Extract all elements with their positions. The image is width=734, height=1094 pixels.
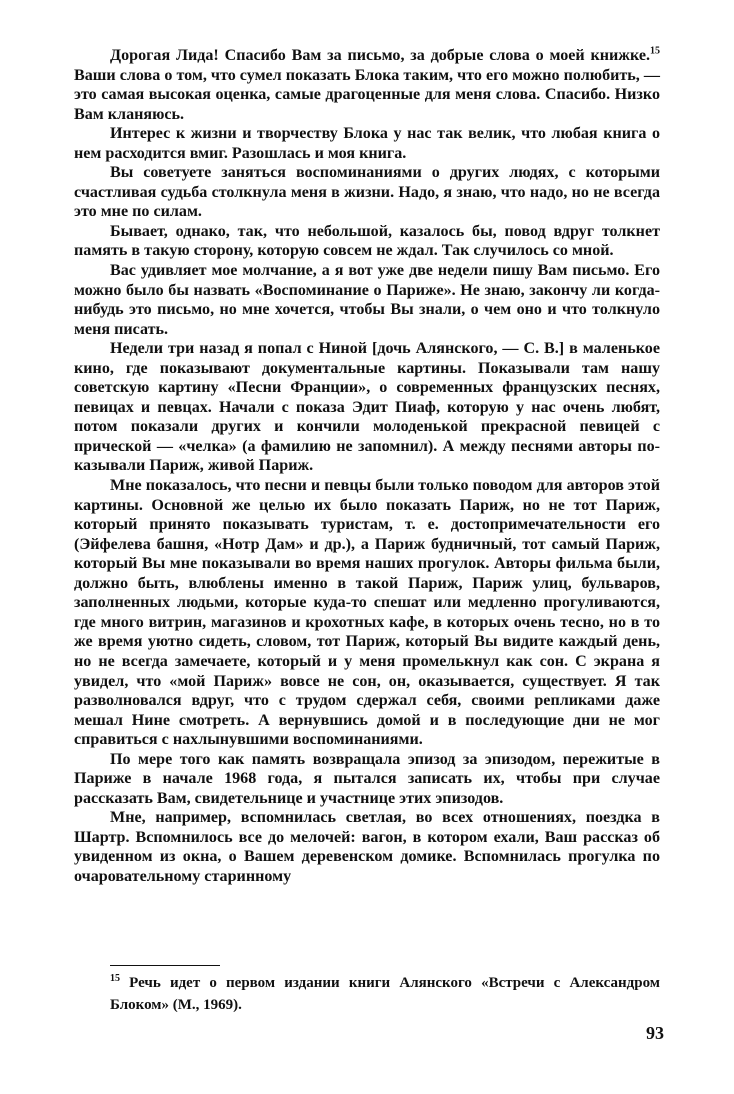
paragraph: По мере того как память возвращала эпизод за эпизодом, пережитые в Париже в начале 1968 года, я пытался записать их, чтобы при случае рассказать Вам, свидетельнице и участнице этих эпизодов. (74, 750, 660, 807)
paragraph: Дорогая Лида! Спасибо Вам за письмо, за добрые слова о моей книжке.$^{15}$ Ваши слова о том, что сумел показать Блока таким, что его можно полюбить, — это самая высокая оценка, самые драгоценные для меня слова. Спасибо. Низко Вам кланяюсь. (74, 45, 660, 123)
main-text (74, 46, 660, 887)
paragraph: Вас удивляет мое молчание, а я вот уже две недели пишу Вам письмо. Его можно было бы назвать «Воспоминание о Париже». Не знаю, закончу ли когда-нибудь это письмо, но мне хочется, чтобы Вы знали, о чем оно и что толкнуло меня писать. (74, 262, 660, 338)
footnote-marker: 15 (650, 45, 660, 57)
paragraph: Мне показалось, что песни и певцы были только поводом для авторов этой картины. Основной же целью их было показать Париж, но не тот Париж, который принято показывать туристам, т. е. достопримечательности его (Эйфелева башня, «Нотр Дам» и др.), а Париж будничный, тот самый Париж, который Вы мне показывали во время наших прогулок. Авторы фильма были, должно быть, влюблены именно в такой Париж, Париж улиц, бульваров, заполненных людьми, которые куда-то спешат или медленно прогуливаются, где много витрин, магазинов и крохотных кафе, в которых очень тесно, но в то же время уютно сидеть, словом, тот Париж, который Вы видите каждый день, но не всегда замечаете, который и у меня промелькнул как сон. С экрана я увидел, что «мой Париж» вовсе не сон, он, оказывается, существует. Я так разволновался вдруг, что с трудом сдержал себя, своими репликами даже мешал Нине смотреть. А вернувшись домой и в последующие дни не мог справиться с нахлынувшими воспоминаниями. (74, 477, 660, 749)
footnote-number: 15 (110, 973, 120, 984)
paragraph: Бывает, однако, так, что небольшой, казалось бы, повод вдруг толкнет память в такую сторону, которую совсем не ждал. Так случилось со мной. (74, 222, 660, 260)
footnote (110, 972, 660, 1016)
paragraph: Недели три назад я попал с Ниной [дочь Алянского, — С. В.] в маленькое кино, где показывают документальные картины. Показывали там нашу советскую картину «Песни Франции», о современных французских песнях, певицах и певцах. Начали с показа Эдит Пиаф, которую у нас очень любят, потом показали других и кончили молоденькой прекрасной певицей с прической — «челка» (а фамилию не запомнил). А между песнями авторы показывали Париж, живой Париж. (74, 340, 660, 475)
paragraph: Интерес к жизни и творчеству Блока у нас так велик, что любая книга о нем расходится вмиг. Разошлась и моя книга. (74, 125, 660, 162)
page-number: 93 (646, 1023, 664, 1043)
footnote-divider (110, 965, 220, 966)
paragraph: Мне, например, вспомнилась светлая, во всех отношениях, поездка в Шартр. Вспомнилось все до мелочей: вагон, в котором ехали, Ваш рассказ об увиденном из окна, о Вашем деревенском домике. Вспомнилась прогулка по очаровательному старинному (74, 809, 660, 885)
paragraph: Вы советуете заняться воспоминаниями о других людях, с которыми счастливая судьба столкнула меня в жизни. Надо, я знаю, что надо, но не всегда это мне по силам. (74, 164, 660, 221)
footnote-text: Речь идет о первом издании книги Алянского «Встречи с Александром Блоком» (М., 1969). (110, 975, 660, 1013)
